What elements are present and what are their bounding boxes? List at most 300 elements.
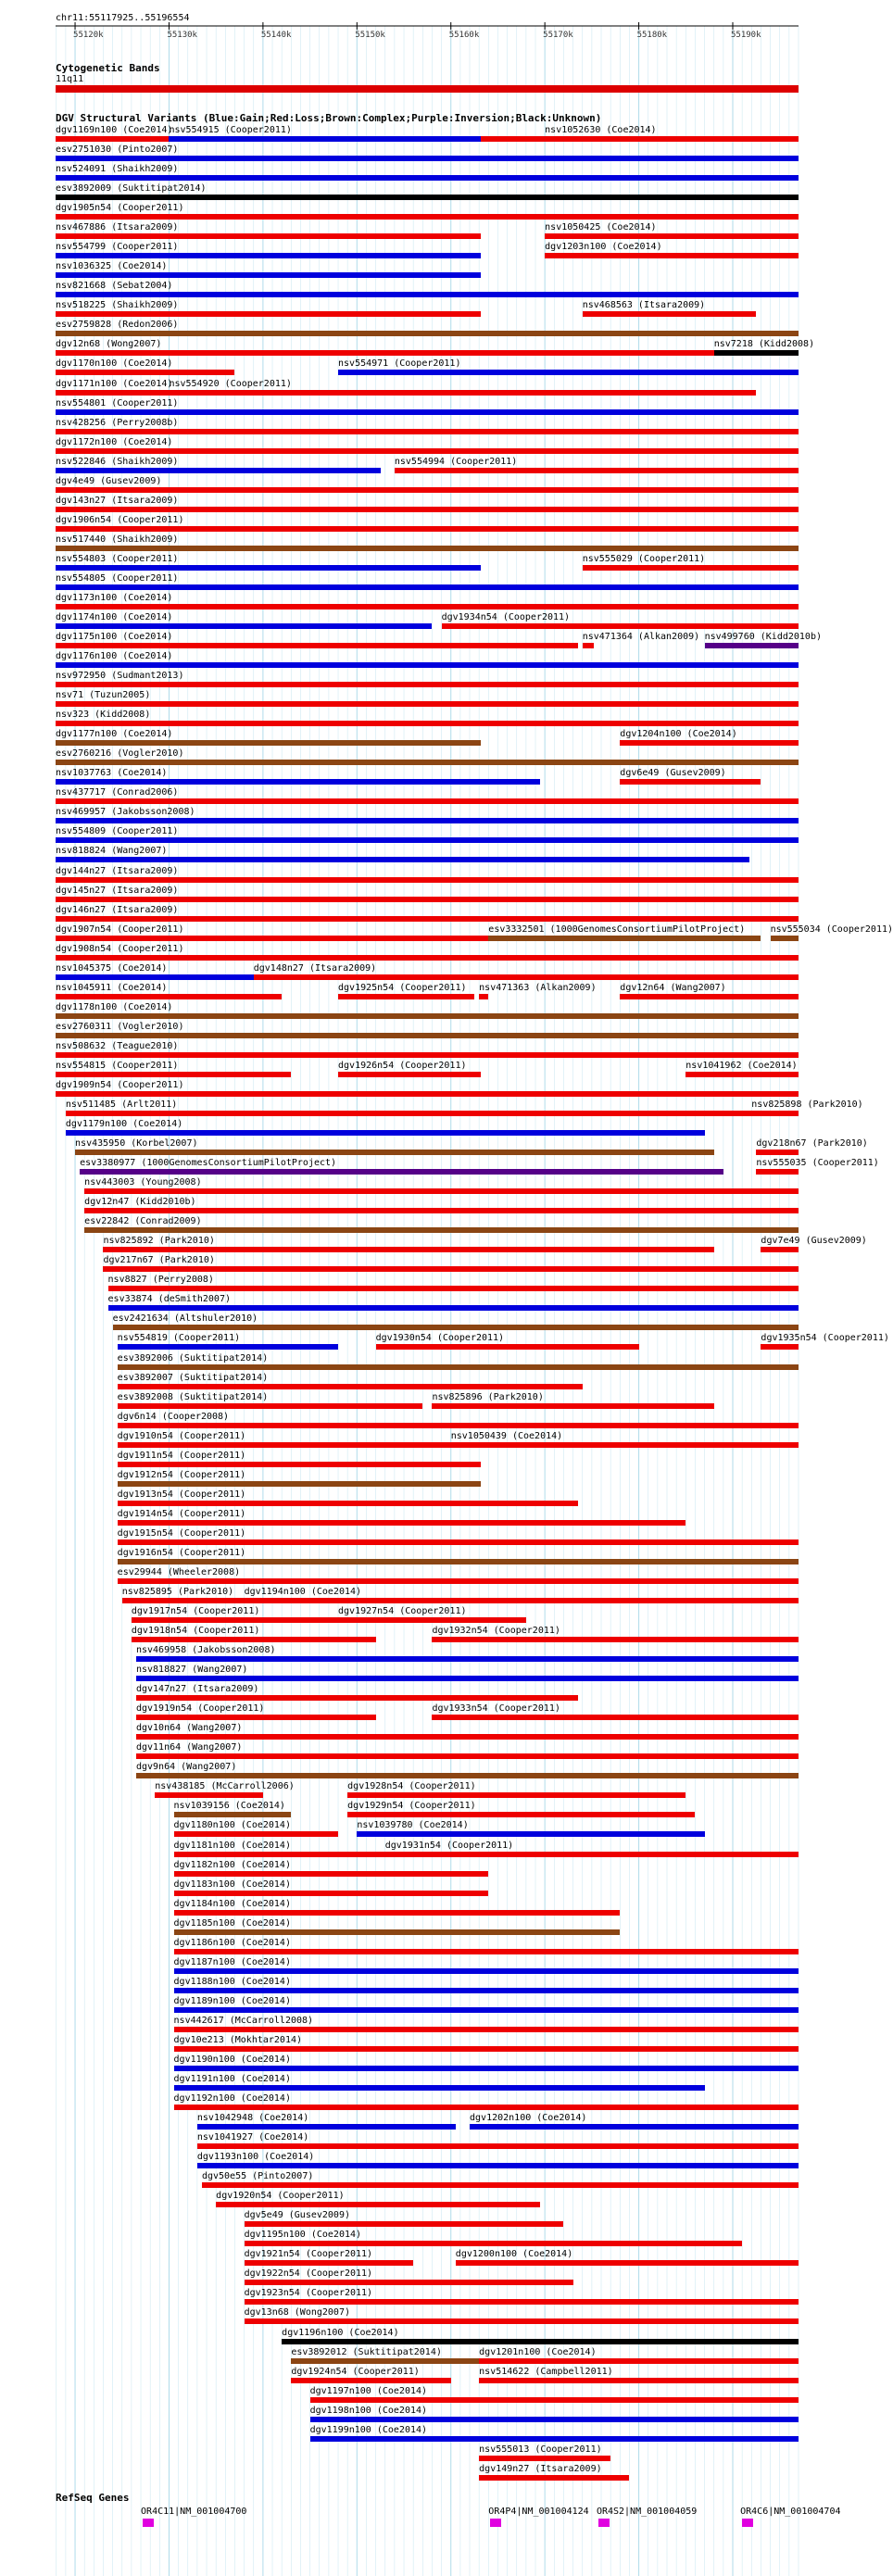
variant-label[interactable]: dgv1197n100 (Coe2014) [309,2385,428,2396]
variant-label[interactable]: dgv1179n100 (Coe2014) [65,1119,183,1130]
variant-bar[interactable] [118,1559,799,1564]
variant-bar[interactable] [174,1812,292,1817]
variant-label[interactable]: dgv4e49 (Gusev2009) [56,475,162,486]
variant-bar[interactable] [56,877,799,883]
gene-label[interactable]: OR4C11|NM_001004700 [141,2507,247,2517]
variant-label[interactable]: dgv1194n100 (Coe2014) [244,1587,362,1597]
variant-label[interactable]: nsv1041927 (Coe2014) [196,2132,309,2143]
variant-label[interactable]: esv22842 (Conrad2009) [84,1216,202,1227]
variant-bar[interactable] [56,682,799,687]
variant-bar[interactable] [56,1033,799,1038]
variant-bar[interactable] [56,643,578,648]
gene-feature[interactable] [490,2519,501,2527]
variant-bar[interactable] [756,1150,799,1155]
variant-label[interactable]: dgv1201n100 (Coe2014) [479,2346,597,2357]
variant-bar[interactable] [84,1208,799,1213]
variant-bar[interactable] [174,1831,338,1837]
variant-label[interactable]: nsv554805 (Cooper2011) [56,572,179,584]
variant-label[interactable]: dgv1915n54 (Cooper2011) [117,1527,246,1539]
variant-label[interactable]: nsv442617 (McCarroll2008) [173,2015,314,2026]
variant-label[interactable]: dgv6n14 (Cooper2008) [117,1411,230,1422]
variant-bar[interactable] [479,2456,610,2461]
variant-bar[interactable] [118,1520,686,1526]
variant-bar[interactable] [118,1384,583,1389]
variant-bar[interactable] [136,1715,376,1720]
variant-label[interactable]: dgv1911n54 (Cooper2011) [117,1450,246,1461]
variant-label[interactable]: dgv1929n54 (Cooper2011) [347,1801,476,1812]
variant-label[interactable]: nsv554815 (Cooper2011) [56,1060,179,1071]
variant-bar[interactable] [174,1929,621,1935]
variant-label[interactable]: nsv554809 (Cooper2011) [56,826,179,837]
variant-label[interactable]: nsv818824 (Wang2007) [56,846,168,857]
variant-label[interactable]: nsv1045375 (Coe2014) [56,962,168,974]
variant-label[interactable]: nsv555029 (Cooper2011) [582,553,706,564]
variant-bar[interactable] [245,2241,743,2246]
variant-label[interactable]: dgv12n64 (Wang2007) [620,982,726,993]
variant-bar[interactable] [174,2007,799,2013]
variant-bar[interactable] [136,1676,799,1681]
variant-bar[interactable] [136,1656,799,1662]
variant-label[interactable]: dgv5e49 (Gusev2009) [244,2210,350,2221]
variant-bar[interactable] [56,487,799,493]
variant-label[interactable]: nsv554920 (Cooper2011) [169,378,292,389]
variant-bar[interactable] [310,2417,799,2422]
variant-bar[interactable] [56,429,799,434]
variant-bar[interactable] [338,1072,481,1077]
variant-label[interactable]: dgv1912n54 (Cooper2011) [117,1469,246,1480]
variant-bar[interactable] [136,1773,799,1778]
variant-bar[interactable] [118,1462,482,1467]
variant-bar[interactable] [347,1792,685,1798]
variant-label[interactable]: dgv1921n54 (Cooper2011) [244,2249,373,2260]
variant-label[interactable]: dgv1200n100 (Coe2014) [455,2249,573,2260]
variant-label[interactable]: nsv1041962 (Coe2014) [685,1060,798,1071]
variant-label[interactable]: dgv1933n54 (Cooper2011) [432,1703,560,1715]
variant-bar[interactable] [245,2318,799,2324]
variant-label[interactable]: dgv1916n54 (Cooper2011) [117,1547,246,1558]
variant-label[interactable]: nsv438185 (McCarroll2006) [155,1781,295,1792]
variant-label[interactable]: nsv1042948 (Coe2014) [196,2113,309,2124]
variant-label[interactable]: dgv1931n54 (Cooper2011) [384,1840,514,1851]
gene-feature[interactable] [143,2519,154,2527]
variant-label[interactable]: esv2751030 (Pinto2007) [56,145,179,156]
variant-label[interactable]: dgv13n68 (Wong2007) [244,2307,350,2318]
variant-bar[interactable] [66,1130,705,1136]
variant-label[interactable]: dgv1184n100 (Coe2014) [173,1898,291,1909]
variant-bar[interactable] [456,2260,799,2266]
variant-label[interactable]: nsv1037763 (Coe2014) [56,768,168,779]
variant-label[interactable]: dgv1930n54 (Cooper2011) [375,1333,505,1344]
variant-bar[interactable] [56,779,540,785]
variant-bar[interactable] [56,233,481,239]
variant-label[interactable]: dgv1198n100 (Coe2014) [309,2405,428,2416]
variant-bar[interactable] [103,1266,799,1272]
variant-label[interactable]: dgv1185n100 (Coe2014) [173,1917,291,1929]
variant-label[interactable]: dgv1905n54 (Cooper2011) [56,203,184,214]
variant-bar[interactable] [174,2085,705,2091]
variant-label[interactable]: dgv1190n100 (Coe2014) [173,2054,291,2065]
variant-label[interactable]: dgv1924n54 (Cooper2011) [291,2366,420,2377]
variant-bar[interactable] [545,136,799,142]
variant-label[interactable]: nsv1039156 (Coe2014) [173,1801,285,1812]
variant-label[interactable]: dgv1923n54 (Cooper2011) [244,2288,373,2299]
variant-label[interactable]: esv2760311 (Vogler2010) [56,1021,184,1032]
variant-bar[interactable] [174,1871,489,1877]
variant-bar[interactable] [376,1344,639,1350]
gene-feature[interactable] [598,2519,610,2527]
cytoband-bar[interactable] [56,85,799,93]
variant-label[interactable]: dgv9n64 (Wang2007) [135,1762,237,1773]
variant-bar[interactable] [202,2182,799,2188]
variant-bar[interactable] [771,936,799,941]
variant-label[interactable]: dgv10e213 (Mokhtar2014) [173,2034,303,2045]
variant-bar[interactable] [56,623,432,629]
variant-bar[interactable] [118,1364,799,1370]
variant-label[interactable]: nsv514622 (Campbell2011) [479,2366,613,2377]
variant-label[interactable]: dgv1204n100 (Coe2014) [620,729,737,740]
variant-bar[interactable] [108,1305,799,1311]
variant-label[interactable]: dgv1934n54 (Cooper2011) [441,612,571,622]
variant-bar[interactable] [56,955,799,961]
variant-label[interactable]: nsv1045911 (Coe2014) [56,982,168,993]
variant-label[interactable]: nsv554819 (Cooper2011) [117,1333,241,1344]
variant-bar[interactable] [118,1344,338,1350]
variant-label[interactable]: dgv144n27 (Itsara2009) [56,865,179,876]
variant-bar[interactable] [56,390,169,396]
variant-bar[interactable] [705,643,799,648]
variant-label[interactable]: dgv1199n100 (Coe2014) [309,2424,428,2435]
variant-bar[interactable] [174,1968,799,1974]
variant-label[interactable]: dgv1177n100 (Coe2014) [56,729,173,740]
variant-label[interactable]: esv3892006 (Suktitipat2014) [117,1352,269,1363]
variant-bar[interactable] [245,2260,414,2266]
variant-label[interactable]: dgv146n27 (Itsara2009) [56,904,179,915]
variant-label[interactable]: nsv825898 (Park2010) [751,1100,863,1110]
variant-label[interactable]: nsv1050439 (Coe2014) [450,1430,563,1441]
variant-label[interactable]: nsv825895 (Park2010) [121,1587,234,1597]
variant-label[interactable]: esv3380977 (1000GenomesConsortiumPilotProject) [80,1158,337,1169]
variant-label[interactable]: nsv8827 (Perry2008) [107,1275,214,1286]
variant-bar[interactable] [488,936,761,941]
variant-bar[interactable] [136,1695,578,1701]
variant-bar[interactable] [174,1910,621,1916]
variant-label[interactable]: nsv468563 (Itsara2009) [582,300,706,311]
variant-bar[interactable] [583,643,594,648]
variant-bar[interactable] [197,2124,456,2130]
variant-bar[interactable] [338,370,799,375]
variant-label[interactable]: nsv511485 (Arlt2011) [65,1100,178,1110]
variant-label[interactable]: esv2759828 (Redon2006) [56,320,179,331]
variant-label[interactable]: dgv1926n54 (Cooper2011) [338,1060,467,1071]
variant-label[interactable]: nsv554915 (Cooper2011) [169,125,292,135]
variant-bar[interactable] [197,2143,799,2149]
variant-bar[interactable] [347,1812,695,1817]
variant-label[interactable]: dgv1203n100 (Coe2014) [545,242,662,253]
variant-label[interactable]: nsv522846 (Shaikh2009) [56,456,179,467]
variant-label[interactable]: esv2760216 (Vogler2010) [56,748,184,760]
variant-label[interactable]: dgv1195n100 (Coe2014) [244,2230,362,2241]
variant-bar[interactable] [197,2163,799,2168]
variant-label[interactable]: nsv818827 (Wang2007) [135,1665,248,1676]
variant-bar[interactable] [310,2397,799,2403]
variant-label[interactable]: dgv1175n100 (Coe2014) [56,632,173,643]
variant-bar[interactable] [756,1169,799,1175]
variant-label[interactable]: nsv1039780 (Coe2014) [357,1820,469,1831]
variant-bar[interactable] [169,136,481,142]
variant-label[interactable]: dgv50e55 (Pinto2007) [201,2171,314,2182]
variant-label[interactable]: dgv1172n100 (Coe2014) [56,436,173,447]
variant-label[interactable]: nsv825896 (Park2010) [432,1391,544,1402]
variant-label[interactable]: esv3892012 (Suktitipat2014) [291,2346,442,2357]
variant-bar[interactable] [56,370,234,375]
variant-label[interactable]: nsv443003 (Young2008) [84,1177,202,1188]
variant-bar[interactable] [56,272,481,278]
variant-bar[interactable] [56,409,799,415]
variant-bar[interactable] [56,974,254,980]
variant-label[interactable]: nsv71 (Tuzun2005) [56,690,151,701]
variant-label[interactable]: nsv428256 (Perry2008b) [56,417,179,428]
variant-bar[interactable] [174,2046,799,2052]
variant-label[interactable]: nsv554801 (Cooper2011) [56,397,179,408]
variant-label[interactable]: dgv7e49 (Gusev2009) [761,1236,867,1247]
variant-label[interactable]: nsv518225 (Shaikh2009) [56,300,179,311]
variant-label[interactable]: nsv323 (Kidd2008) [56,710,151,721]
variant-label[interactable]: nsv972950 (Sudmant2013) [56,671,184,682]
variant-bar[interactable] [56,546,799,551]
variant-bar[interactable] [479,994,488,999]
variant-label[interactable]: nsv555035 (Cooper2011) [756,1158,879,1169]
variant-label[interactable]: dgv149n27 (Itsara2009) [479,2463,602,2474]
variant-bar[interactable] [56,604,799,609]
variant-bar[interactable] [174,1949,799,1954]
variant-label[interactable]: dgv1174n100 (Coe2014) [56,612,173,622]
variant-bar[interactable] [118,1442,451,1448]
variant-bar[interactable] [174,2105,799,2110]
variant-label[interactable]: dgv1178n100 (Coe2014) [56,1001,173,1012]
variant-label[interactable]: dgv145n27 (Itsara2009) [56,885,179,896]
variant-bar[interactable] [583,311,757,317]
variant-label[interactable]: nsv1050425 (Coe2014) [545,222,657,233]
variant-label[interactable]: dgv1906n54 (Cooper2011) [56,514,184,525]
variant-bar[interactable] [761,1344,799,1350]
variant-bar[interactable] [216,2202,540,2207]
variant-bar[interactable] [118,1403,423,1409]
variant-label[interactable]: dgv1922n54 (Cooper2011) [244,2268,373,2280]
variant-bar[interactable] [56,662,799,668]
variant-label[interactable]: esv3892009 (Suktitipat2014) [56,183,207,195]
variant-label[interactable]: nsv517440 (Shaikh2009) [56,534,179,545]
variant-bar[interactable] [479,2378,799,2383]
variant-bar[interactable] [103,1247,713,1252]
variant-bar[interactable] [545,233,799,239]
variant-label[interactable]: nsv524091 (Shaikh2009) [56,164,179,175]
variant-bar[interactable] [56,292,799,297]
variant-bar[interactable] [56,195,799,200]
variant-bar[interactable] [118,1423,799,1428]
variant-label[interactable]: nsv508632 (Teague2010) [56,1040,179,1051]
variant-bar[interactable] [174,1891,489,1896]
variant-bar[interactable] [174,2027,799,2032]
variant-bar[interactable] [56,1013,799,1019]
variant-label[interactable]: nsv471364 (Alkan2009) [582,632,700,643]
variant-bar[interactable] [56,175,799,181]
gene-label[interactable]: OR4P4|NM_001004124 [488,2507,589,2517]
variant-label[interactable]: dgv1919n54 (Cooper2011) [135,1703,265,1715]
variant-bar[interactable] [56,331,799,336]
variant-label[interactable]: dgv1189n100 (Coe2014) [173,1995,291,2006]
variant-bar[interactable] [66,1111,799,1116]
variant-bar[interactable] [385,1852,799,1857]
variant-label[interactable]: dgv1176n100 (Coe2014) [56,651,173,662]
variant-label[interactable]: nsv554799 (Cooper2011) [56,242,179,253]
variant-bar[interactable] [56,311,481,317]
variant-bar[interactable] [132,1637,376,1642]
variant-label[interactable]: nsv471363 (Alkan2009) [479,982,597,993]
variant-bar[interactable] [56,253,481,258]
variant-bar[interactable] [282,2339,799,2344]
variant-bar[interactable] [56,526,799,532]
variant-bar[interactable] [245,2280,573,2285]
variant-label[interactable]: nsv499760 (Kidd2010b) [704,632,822,643]
variant-bar[interactable] [620,779,761,785]
variant-label[interactable]: dgv1932n54 (Cooper2011) [432,1626,560,1637]
variant-bar[interactable] [338,994,474,999]
variant-bar[interactable] [470,2124,799,2130]
variant-bar[interactable] [56,350,749,356]
variant-label[interactable]: dgv1180n100 (Coe2014) [173,1820,291,1831]
variant-label[interactable]: dgv1918n54 (Cooper2011) [131,1626,260,1637]
variant-label[interactable]: dgv6e49 (Gusev2009) [620,768,726,779]
variant-label[interactable]: dgv1170n100 (Coe2014) [56,358,173,370]
variant-label[interactable]: dgv1928n54 (Cooper2011) [347,1781,476,1792]
gene-feature[interactable] [742,2519,753,2527]
variant-bar[interactable] [174,1988,799,1993]
variant-label[interactable]: esv33874 (deSmith2007) [107,1294,231,1305]
variant-bar[interactable] [56,818,799,823]
variant-label[interactable]: esv2421634 (Altshuler2010) [112,1313,258,1325]
variant-label[interactable]: dgv143n27 (Itsara2009) [56,495,179,506]
variant-bar[interactable] [451,1442,799,1448]
variant-label[interactable]: dgv1192n100 (Coe2014) [173,2093,291,2105]
variant-bar[interactable] [291,2378,450,2383]
variant-bar[interactable] [432,1403,713,1409]
variant-bar[interactable] [56,1072,291,1077]
variant-bar[interactable] [155,1792,263,1798]
variant-bar[interactable] [545,253,799,258]
variant-bar[interactable] [56,507,799,512]
variant-label[interactable]: esv3332501 (1000GenomesConsortiumPilotProject) [488,924,746,935]
variant-label[interactable]: dgv1910n54 (Cooper2011) [117,1430,246,1441]
variant-bar[interactable] [254,974,799,980]
variant-bar[interactable] [56,214,799,220]
variant-label[interactable]: dgv1183n100 (Coe2014) [173,1879,291,1890]
variant-label[interactable]: dgv1917n54 (Cooper2011) [131,1606,260,1617]
variant-bar[interactable] [479,2358,799,2364]
variant-bar[interactable] [310,2436,799,2442]
variant-label[interactable]: dgv1908n54 (Cooper2011) [56,943,184,954]
variant-label[interactable]: nsv554994 (Cooper2011) [394,456,518,467]
variant-bar[interactable] [761,1247,799,1252]
variant-bar[interactable] [620,994,799,999]
variant-bar[interactable] [685,1072,799,1077]
variant-bar[interactable] [245,2299,799,2305]
variant-label[interactable]: dgv1193n100 (Coe2014) [196,2152,315,2163]
variant-label[interactable]: dgv1909n54 (Cooper2011) [56,1079,184,1090]
variant-bar[interactable] [245,1598,799,1603]
variant-bar[interactable] [174,1852,385,1857]
variant-bar[interactable] [56,156,799,161]
variant-bar[interactable] [118,1501,578,1506]
variant-bar[interactable] [56,468,381,473]
variant-label[interactable]: dgv147n27 (Itsara2009) [135,1684,259,1695]
variant-label[interactable]: dgv12n47 (Kidd2010b) [84,1197,196,1208]
variant-bar[interactable] [75,1150,714,1155]
variant-label[interactable]: esv3892007 (Suktitipat2014) [117,1372,269,1383]
variant-bar[interactable] [357,1831,704,1837]
variant-label[interactable]: dgv11n64 (Wang2007) [135,1742,243,1753]
variant-bar[interactable] [56,837,799,843]
variant-label[interactable]: dgv1181n100 (Coe2014) [173,1840,291,1851]
variant-label[interactable]: dgv1914n54 (Cooper2011) [117,1508,246,1519]
variant-label[interactable]: nsv1036325 (Coe2014) [56,261,168,272]
variant-label[interactable]: nsv554803 (Cooper2011) [56,553,179,564]
variant-bar[interactable] [56,897,799,902]
variant-bar[interactable] [118,1481,482,1487]
variant-label[interactable]: dgv148n27 (Itsara2009) [253,962,377,974]
variant-bar[interactable] [714,350,799,356]
variant-bar[interactable] [136,1734,799,1740]
gene-label[interactable]: OR4S2|NM_001004059 [596,2507,698,2517]
variant-label[interactable]: esv3892008 (Suktitipat2014) [117,1391,269,1402]
variant-label[interactable]: dgv1182n100 (Coe2014) [173,1859,291,1870]
variant-label[interactable]: dgv1913n54 (Cooper2011) [117,1489,246,1500]
variant-label[interactable]: nsv467886 (Itsara2009) [56,222,179,233]
variant-bar[interactable] [56,740,481,746]
variant-bar[interactable] [108,1286,799,1291]
variant-label[interactable]: dgv1925n54 (Cooper2011) [338,982,467,993]
variant-bar[interactable] [56,448,799,454]
variant-label[interactable]: nsv469957 (Jakobsson2008) [56,807,195,818]
variant-label[interactable]: dgv1191n100 (Coe2014) [173,2074,291,2084]
variant-bar[interactable] [56,994,282,999]
variant-label[interactable]: dgv1186n100 (Coe2014) [173,1937,291,1948]
variant-bar[interactable] [56,1091,799,1097]
variant-bar[interactable] [620,740,799,746]
variant-label[interactable]: dgv1196n100 (Coe2014) [282,2327,399,2338]
variant-bar[interactable] [338,1617,526,1623]
variant-label[interactable]: dgv1920n54 (Cooper2011) [216,2191,345,2202]
variant-bar[interactable] [751,1111,799,1116]
variant-bar[interactable] [169,390,756,396]
variant-bar[interactable] [80,1169,723,1175]
variant-label[interactable]: nsv554971 (Cooper2011) [338,358,461,370]
variant-bar[interactable] [56,721,799,726]
variant-label[interactable]: nsv1052630 (Coe2014) [545,125,657,135]
variant-label[interactable]: dgv1935n54 (Cooper2011) [761,1333,889,1344]
variant-label[interactable]: nsv7218 (Kidd2008) [713,339,815,350]
variant-bar[interactable] [56,916,799,922]
variant-bar[interactable] [479,2475,629,2481]
variant-bar[interactable] [56,760,799,765]
variant-bar[interactable] [84,1188,799,1194]
variant-label[interactable]: dgv1171n100 (Coe2014) [56,378,173,389]
variant-label[interactable]: nsv437717 (Conrad2006) [56,787,179,798]
variant-bar[interactable] [118,1539,799,1545]
variant-bar[interactable] [56,584,799,590]
variant-bar[interactable] [113,1325,799,1330]
gene-label[interactable]: OR4C6|NM_001004704 [740,2507,841,2517]
variant-label[interactable]: esv29944 (Wheeler2008) [117,1566,241,1577]
